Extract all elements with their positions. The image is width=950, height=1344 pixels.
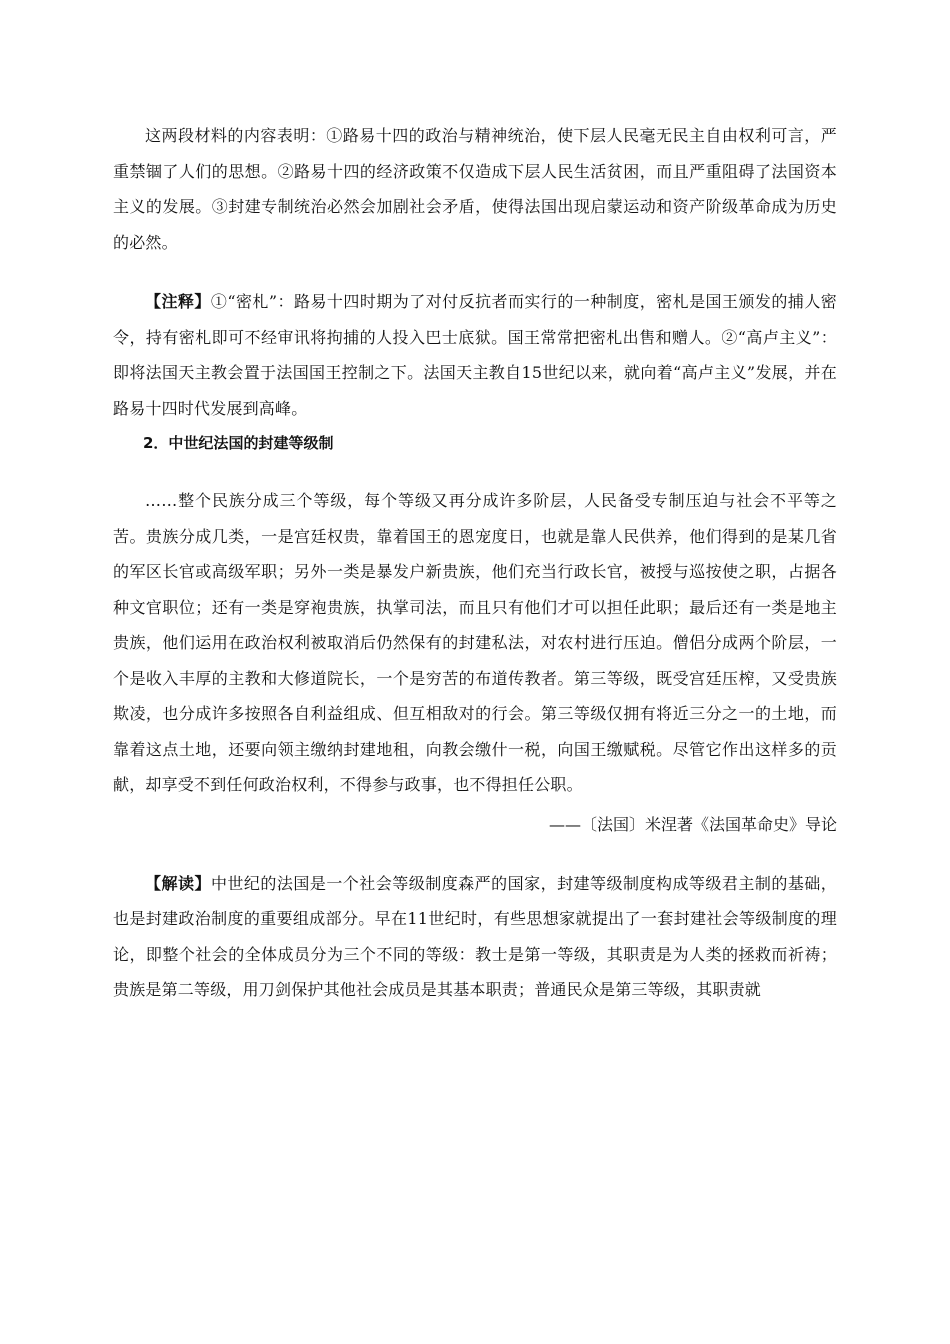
interpretation-label: 【解读】: [145, 873, 211, 893]
document-page: [113, 118, 837, 1008]
section-heading: 2．中世纪法国的封建等级制: [143, 434, 334, 452]
interpretation-text: 中世纪的法国是一个社会等级制度森严的国家，封建等级制度构成等级君主制的基础，也是封建政治制度的重要组成部分。早在11世纪时，有些思想家就提出了一套封建社会等级制度的理论，即整个社会的全体成员分为三个不同的等级：教士是第一等级，其职责是为人类的拯救而祈祷；贵族是第二等级，用刀剑保护其他社会成员是其基本职责；普通民众是第三等级，其职责就: [113, 873, 837, 999]
note-text: ①“密札”：路易十四时期为了对付反抗者而实行的一种制度，密札是国王颁发的捕人密令，持有密札即可不经审讯将拘捕的人投入巴士底狱。国王常常把密札出售和赠人。②“高卢主义”：即将法国天主教会置于法国国王控制之下。法国天主教自15世纪以来，就向着“高卢主义”发展，并在路易十四时代发展到高峰。: [113, 292, 837, 418]
quote-attribution: ——〔法国〕米涅著《法国革命史》导论: [548, 814, 837, 834]
note-paragraph: [113, 284, 837, 426]
quote-paragraph: ……整个民族分成三个等级，每个等级又再分成许多阶层，人民备受专制压迫与社会不平等之苦。贵族分成几类，一是宫廷权贵，靠着国王的恩宠度日，也就是靠人民供养，他们得到的是某几省的军区长官或高级军职；另外一类是暴发户新贵族，他们充当行政长官，被授与巡按使之职，占据各种文官职位；还有一类是穿袍贵族，执掌司法，而且只有他们才可以担任此职；最后还有一类是地主贵族，他们运用在政治权利被取消后仍然保有的封建私法，对农村进行压迫。僧侣分成两个阶层，一个是收入丰厚的主教和大修道院长，一个是穷苦的布道传教者。第三等级，既受宫廷压榨，又受贵族欺凌，也分成许多按照各自利益组成、但互相敌对的行会。第三等级仅拥有将近三分之一的土地，而靠着这点土地，还要向领主缴纳封建地租，向教会缴什一税，向国王缴赋税。尽管它作出这样多的贡献，却享受不到任何政治权利，不得参与政事，也不得担任公职。: [113, 491, 837, 794]
interpretation-paragraph: [113, 866, 837, 1008]
note-label: 【注释】: [145, 292, 211, 311]
intro-paragraph: 这两段材料的内容表明：①路易十四的政治与精神统治，使下层人民毫无民主自由权利可言，严重禁锢了人们的思想。②路易十四的经济政策不仅造成下层人民生活贫困，而且严重阻碍了法国资本主义的发展。③封建专制统治必然会加剧社会矛盾，使得法国出现启蒙运动和资产阶级革命成为历史的必然。: [113, 126, 837, 252]
